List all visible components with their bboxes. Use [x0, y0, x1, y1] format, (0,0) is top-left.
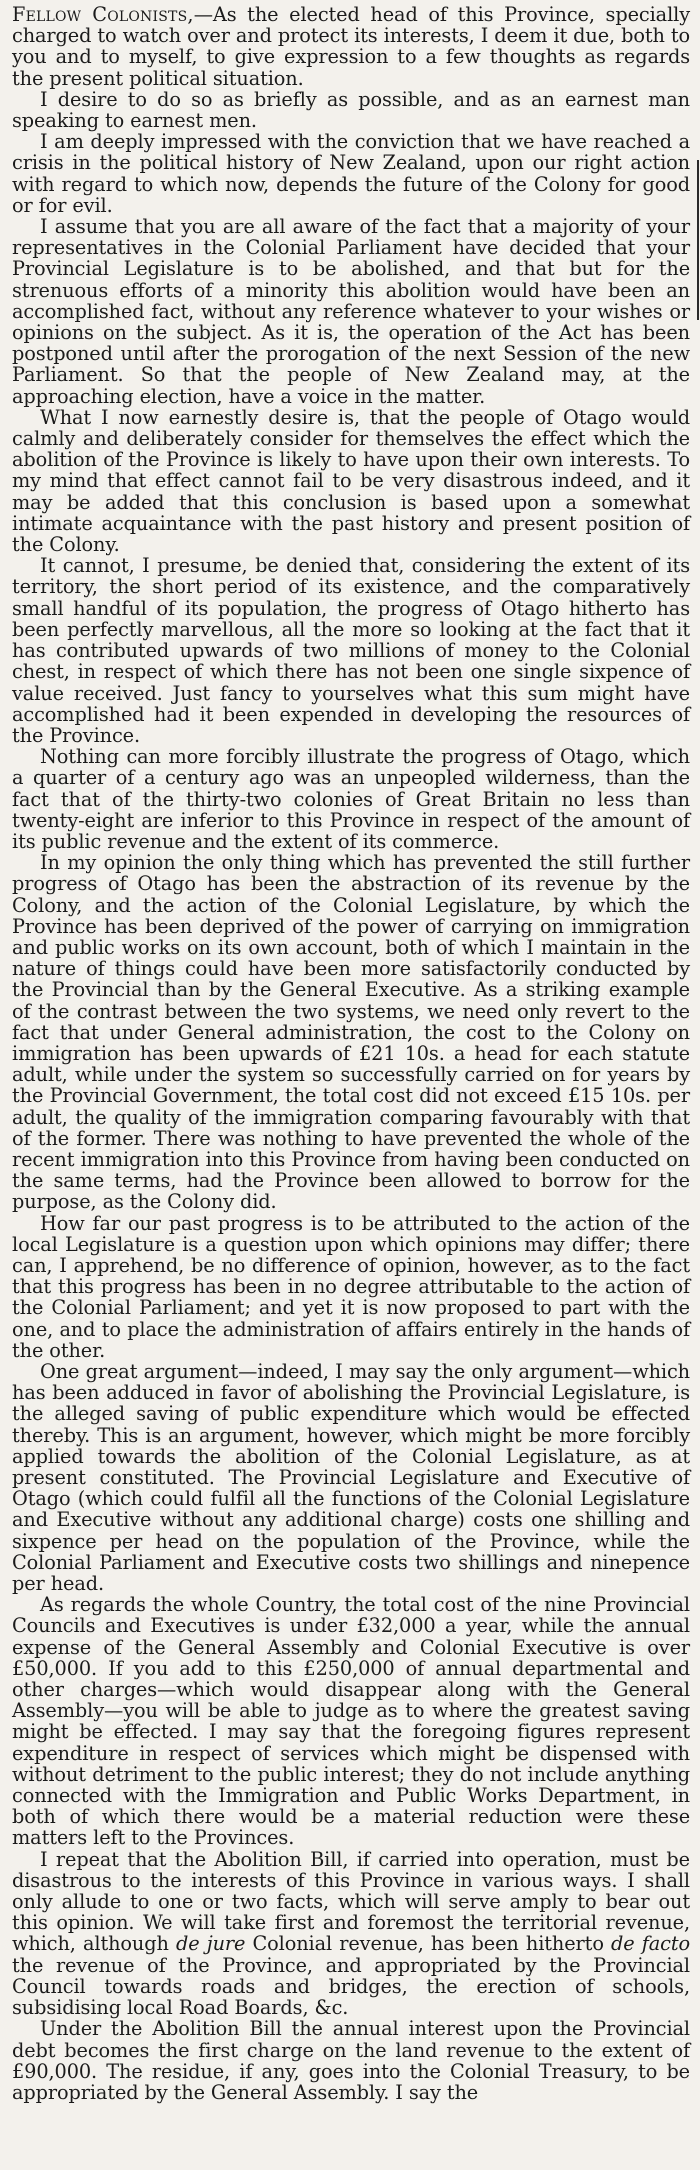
italic-de-facto: de facto — [611, 1932, 690, 1956]
paragraph-8: In my opinion the only thing which has prevented the still further progress of Otago has been the abstraction of its revenue by the Colony, and the action of the Colonial Legislature, by which the Province has been deprived of the power of carrying on immigration and public works on its own account, both of which I maintain in the nature of things could have been more satisfactorily conducted by the Provincial than by the General Executive. As a striking example of the contrast between the two systems, we need only revert to the fact that under General administration, the cost to the Colony on immigration has been upwards of £21 10s. a head for each statute adult, while under the system so successfully carried on for years by the Provincial Government, the total cost did not exceed £15 10s. per adult, the quality of the immigration comparing favourably with that of the former. There was nothing to have prevented the whole of the recent immigration into this Province from having been conducted on the same terms, had the Province been allowed to borrow for the purpose, as the Colony did. — [12, 851, 690, 1214]
paragraph-10: One great argument—indeed, I may say the only argument—which has been adduced in favor of abolishing the Provincial Legislature, is the alleged saving of public expenditure which would be effected thereby. This is an argument, however, which might be more forcibly applied towards the abolition of the Colonial Legislature, as at present constituted. The Provincial Legislature and Executive of Otago (which could fulfil all the functions of the Colonial Legislature and Executive without any additional charge) costs one shilling and sixpence per head on the population of the Province, while the Colonial Parliament and Executive costs two shillings and ninepence per head. — [12, 1360, 690, 1596]
paragraph-11: As regards the whole Country, the total cost of the nine Provincial Councils and Executives is under £32,000 a year, while the annual expense of the General Assembly and Colonial Executive is over £50,000. If you add to this £250,000 of annual departmental and other charges—which would disappear along with the General Assembly—you will be able to judge as to where the greatest saving might be effected. I may say that the foregoing figures represent expenditure in respect of services which might be dispensed with without detriment to the public interest; they do not include anything connected with the Immigration and Public Works Department, in both of which there would be a material reduction were these matters left to the Provinces. — [12, 1593, 690, 1850]
paragraph-7: Nothing can more forcibly illustrate the progress of Otago, which a quarter of a century ago was an unpeopled wilderness, than the fact that of the thirty-two colonies of Great Britain no less than twenty-eight are inferior to this Province in respect of the amount of its public revenue and the extent of its commerce. — [12, 745, 690, 853]
paragraph-12-end: the revenue of the Province, and appropriated by the Provincial Council towards roads and bridges, the erection of schools, subsidising local Road Boards, &c. — [12, 1953, 690, 2020]
italic-de-jure: de jure — [175, 1932, 246, 1956]
paragraph-4: I assume that you are all aware of the fact that a majority of your representatives in the Colonial Parliament have decided that your Provincial Legislature is to be abolished, and that but for the strenuous efforts of a minority this abolition would have been an accomplished fact, without any reference whatever to your wishes or opinions on the subject. As it is, the operation of the Act has been postponed until after the prorogation of the next Session of the new Parliament. So that the people of New Zealand may, at the approaching election, have a voice in the matter. — [12, 215, 690, 408]
paragraph-3: I am deeply impressed with the conviction that we have reached a crisis in the political history of New Zealand, upon our right action with regard to which now, depends the future of the Colony for good or for evil. — [12, 130, 690, 217]
paragraph-5: What I now earnestly desire is, that the people of Otago would calmly and deliberately consider for themselves the effect which the abolition of the Province is likely to have upon their own interests. To my mind that effect cannot fail to be very disastrous indeed, and it may be added that this conclusion is based upon a somewhat intimate acquaintance with the past history and present position of the Colony. — [12, 405, 690, 557]
paragraph-2: I desire to do so as briefly as possible, and as an earnest man speaking to earnest men. — [12, 87, 690, 133]
paragraph-12-start: I repeat that the Abolition Bill, if carried into operation, must be disastrous to the interests of this Province in various ways. I shall only allude to one or two facts, which will serve amply to bear out this opinion. We will take first and foremost the territorial revenue, which, although — [12, 1847, 690, 1956]
paragraph-1 — [12, 4, 690, 89]
paragraph-1-text: —As the elected head of this Province, specially charged to watch over and protect its interests, I deem it due, both to you and to myself, to give expression to a few thoughts as regards the present political situation. — [12, 3, 690, 90]
paragraph-13: Under the Abolition Bill the annual interest upon the Provincial debt becomes the first charge on the land revenue to the extent of £90,000. The residue, if any, goes into the Colonial Treasury, to be appropriated by the General Assembly. I say the — [12, 2017, 690, 2104]
paragraph-12-mid: Colonial revenue, has been hitherto — [245, 1932, 611, 1956]
paragraph-9: How far our past progress is to be attributed to the action of the local Legislature is a question upon which opinions may differ; there can, I apprehend, be no difference of opinion, however, as to the fact that this progress has been in no degree attributable to the action of the Colonial Parliament; and yet it is now proposed to part with the one, and to place the administration of affairs entirely in the hands of the other. — [12, 1211, 690, 1362]
salutation: Fellow Colonists, — [12, 3, 194, 26]
paragraph-12 — [12, 1849, 690, 2019]
paragraph-6: It cannot, I presume, be denied that, considering the extent of its territory, the short period of its existence, and the comparatively small handful of its population, the progress of Otago hitherto has been perfectly marvellous, all the more so looking at the fact that it has contributed upwards of two millions of money to the Colonial chest, in respect of which there has not been one single sixpence of value received. Just fancy to yourselves what this sum might have accomplished had it been expended in developing the resources of the Province. — [12, 554, 690, 747]
column-rule — [697, 160, 699, 320]
